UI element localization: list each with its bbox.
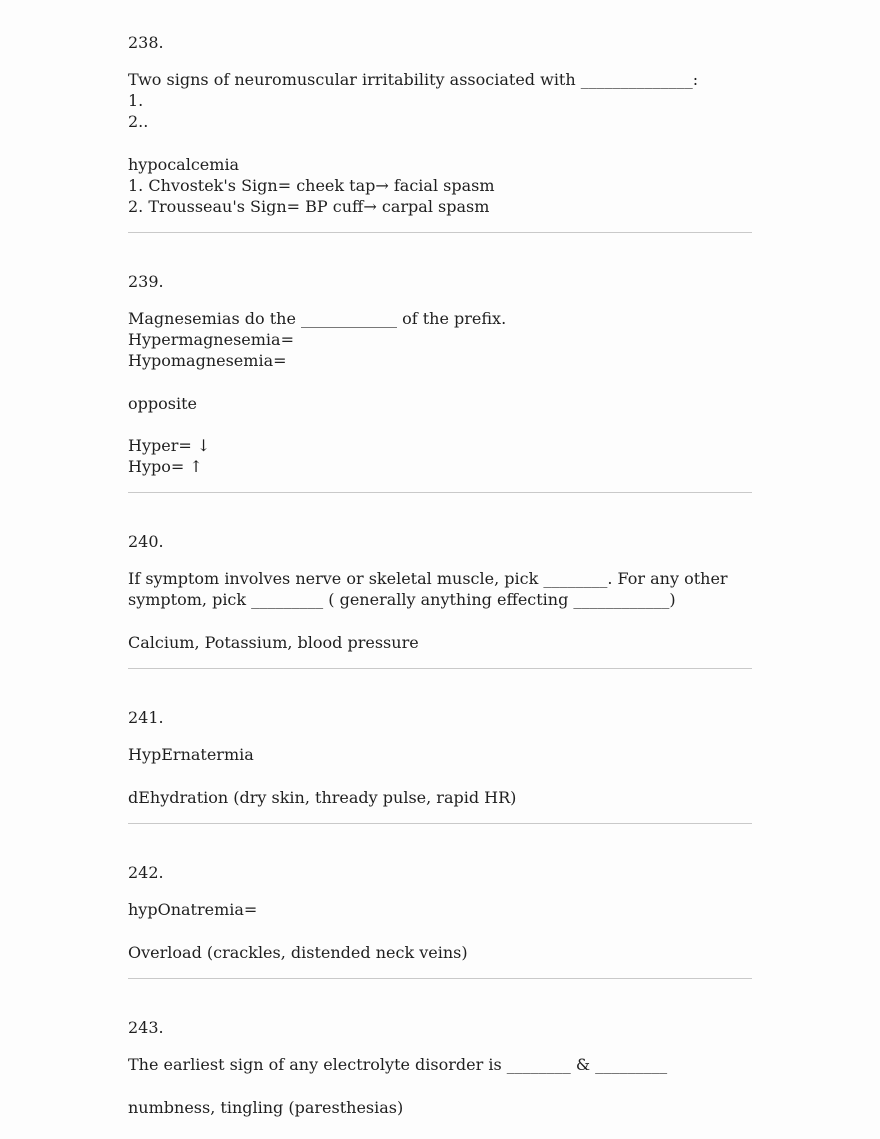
- flashcard-241: [128, 707, 752, 808]
- question-line: If symptom involves nerve or skeletal muscle, pick ________. For any other symptom, pick _________ ( generally anything effecting ____________): [128, 569, 728, 609]
- card-answer: [128, 154, 752, 217]
- card-number: 238.: [128, 33, 164, 52]
- card-number: 242.: [128, 863, 164, 882]
- section-divider: [128, 232, 752, 233]
- answer-line: Hyper= ↓: [128, 436, 211, 455]
- card-question: [128, 899, 752, 920]
- flashcard-238: [128, 32, 752, 217]
- question-line: Hypomagnesemia=: [128, 351, 287, 370]
- question-line: Two signs of neuromuscular irritability associated with ______________:: [128, 70, 699, 89]
- answer-line: hypocalcemia: [128, 155, 240, 174]
- card-answer: [128, 1097, 752, 1118]
- card-answer: [128, 787, 752, 808]
- card-number: 241.: [128, 708, 164, 727]
- card-number: 239.: [128, 272, 164, 291]
- section-divider: [128, 492, 752, 493]
- question-line: Magnesemias do the ____________ of the prefix.: [128, 309, 507, 328]
- flashcard-239: [128, 271, 752, 477]
- answer-line: 1. Chvostek's Sign= cheek tap→ facial spasm: [128, 176, 495, 195]
- flashcard-240: [128, 531, 752, 653]
- answer-line: 2. Trousseau's Sign= BP cuff→ carpal spasm: [128, 197, 490, 216]
- section-divider: [128, 978, 752, 979]
- question-line: 1.: [128, 91, 144, 110]
- card-number: 240.: [128, 532, 164, 551]
- question-line: Hypermagnesemia=: [128, 330, 294, 349]
- card-question: [128, 1054, 752, 1075]
- question-line: HypErnatermia: [128, 745, 254, 764]
- answer-line: Overload (crackles, distended neck veins): [128, 943, 468, 962]
- answer-line: dEhydration (dry skin, thready pulse, rapid HR): [128, 788, 517, 807]
- flashcard-list: [128, 32, 752, 1118]
- question-line: hypOnatremia=: [128, 900, 258, 919]
- card-answer: [128, 942, 752, 963]
- card-number: 243.: [128, 1018, 164, 1037]
- flashcard-243: [128, 1017, 752, 1118]
- card-question: [128, 308, 752, 371]
- question-line: 2..: [128, 112, 149, 131]
- answer-line: numbness, tingling (paresthesias): [128, 1098, 404, 1117]
- answer-line: Hypo= ↑: [128, 457, 203, 476]
- card-question: [128, 568, 752, 610]
- question-line: The earliest sign of any electrolyte disorder is ________ & _________: [128, 1055, 668, 1074]
- card-question: [128, 744, 752, 765]
- section-divider: [128, 668, 752, 669]
- card-question: [128, 69, 752, 132]
- answer-line: [128, 414, 752, 435]
- card-answer: [128, 393, 752, 477]
- card-answer: [128, 632, 752, 653]
- answer-line: opposite: [128, 394, 197, 413]
- section-divider: [128, 823, 752, 824]
- flashcard-242: [128, 862, 752, 963]
- answer-line: Calcium, Potassium, blood pressure: [128, 633, 419, 652]
